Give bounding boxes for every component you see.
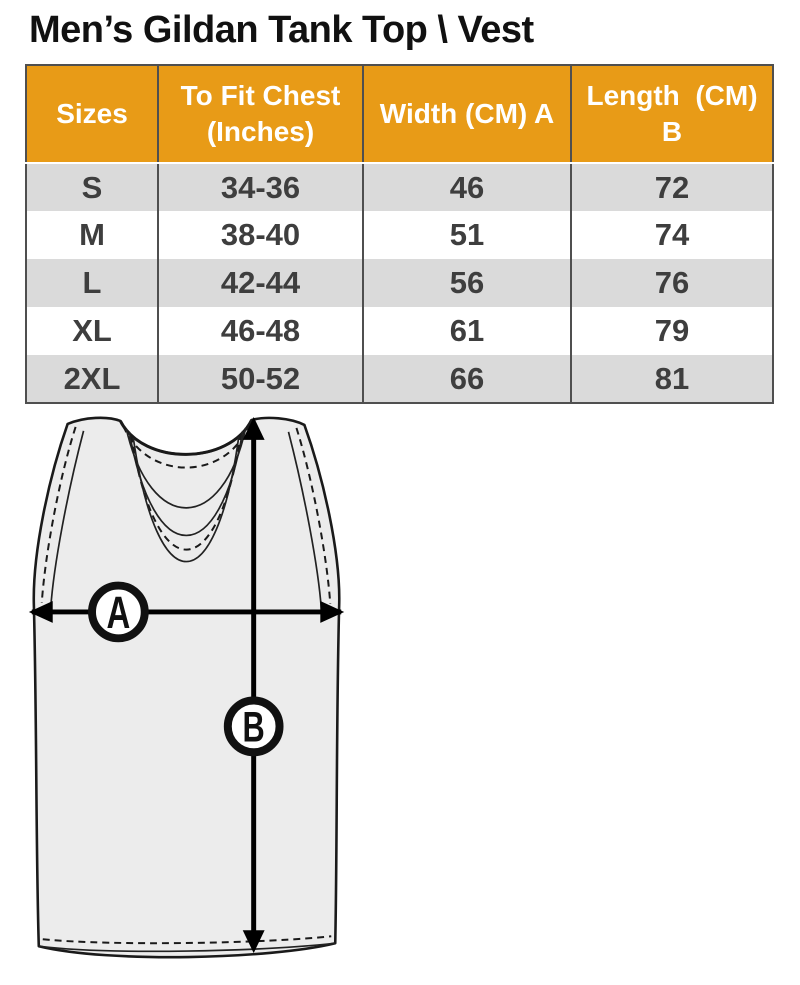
cell-chest: 50-52 bbox=[158, 355, 363, 403]
cell-chest: 46-48 bbox=[158, 307, 363, 355]
header-label: To Fit Chest bbox=[180, 79, 341, 111]
cell-length: 79 bbox=[571, 307, 773, 355]
cell-width: 66 bbox=[363, 355, 571, 403]
size-table bbox=[25, 64, 774, 404]
table-row bbox=[26, 211, 773, 259]
cell-width: 51 bbox=[363, 211, 571, 259]
header-label: (Inches) bbox=[206, 116, 315, 147]
cell-size: XL bbox=[26, 307, 158, 355]
cell-size: L bbox=[26, 259, 158, 307]
length-label: B bbox=[242, 702, 265, 751]
cell-length: 72 bbox=[571, 163, 773, 211]
table-row bbox=[26, 163, 773, 211]
page-title: Men’s Gildan Tank Top \ Vest bbox=[29, 9, 534, 51]
cell-size: M bbox=[26, 211, 158, 259]
tank-top-illustration bbox=[0, 408, 380, 985]
table-row bbox=[26, 355, 773, 403]
cell-length: 74 bbox=[571, 211, 773, 259]
cell-width: 61 bbox=[363, 307, 571, 355]
cell-length: 81 bbox=[571, 355, 773, 403]
header-cell-chest bbox=[158, 65, 363, 163]
header-label: B bbox=[661, 116, 683, 147]
cell-chest: 42-44 bbox=[158, 259, 363, 307]
table-row bbox=[26, 259, 773, 307]
garment-outline bbox=[34, 418, 339, 957]
header-label: Width (CM) A bbox=[379, 97, 555, 129]
header-cell-width bbox=[363, 65, 571, 163]
width-label: A bbox=[106, 587, 131, 639]
cell-width: 46 bbox=[363, 163, 571, 211]
cell-size: S bbox=[26, 163, 158, 211]
table-header-row bbox=[26, 65, 773, 163]
header-label: Sizes bbox=[56, 97, 128, 129]
header-cell-length bbox=[571, 65, 773, 163]
cell-size: 2XL bbox=[26, 355, 158, 403]
table-row bbox=[26, 307, 773, 355]
cell-chest: 34-36 bbox=[158, 163, 363, 211]
cell-width: 56 bbox=[363, 259, 571, 307]
cell-length: 76 bbox=[571, 259, 773, 307]
header-label: Length (CM) bbox=[586, 79, 758, 111]
tank-top-diagram bbox=[0, 408, 380, 985]
header-cell-sizes bbox=[26, 65, 158, 163]
cell-chest: 38-40 bbox=[158, 211, 363, 259]
